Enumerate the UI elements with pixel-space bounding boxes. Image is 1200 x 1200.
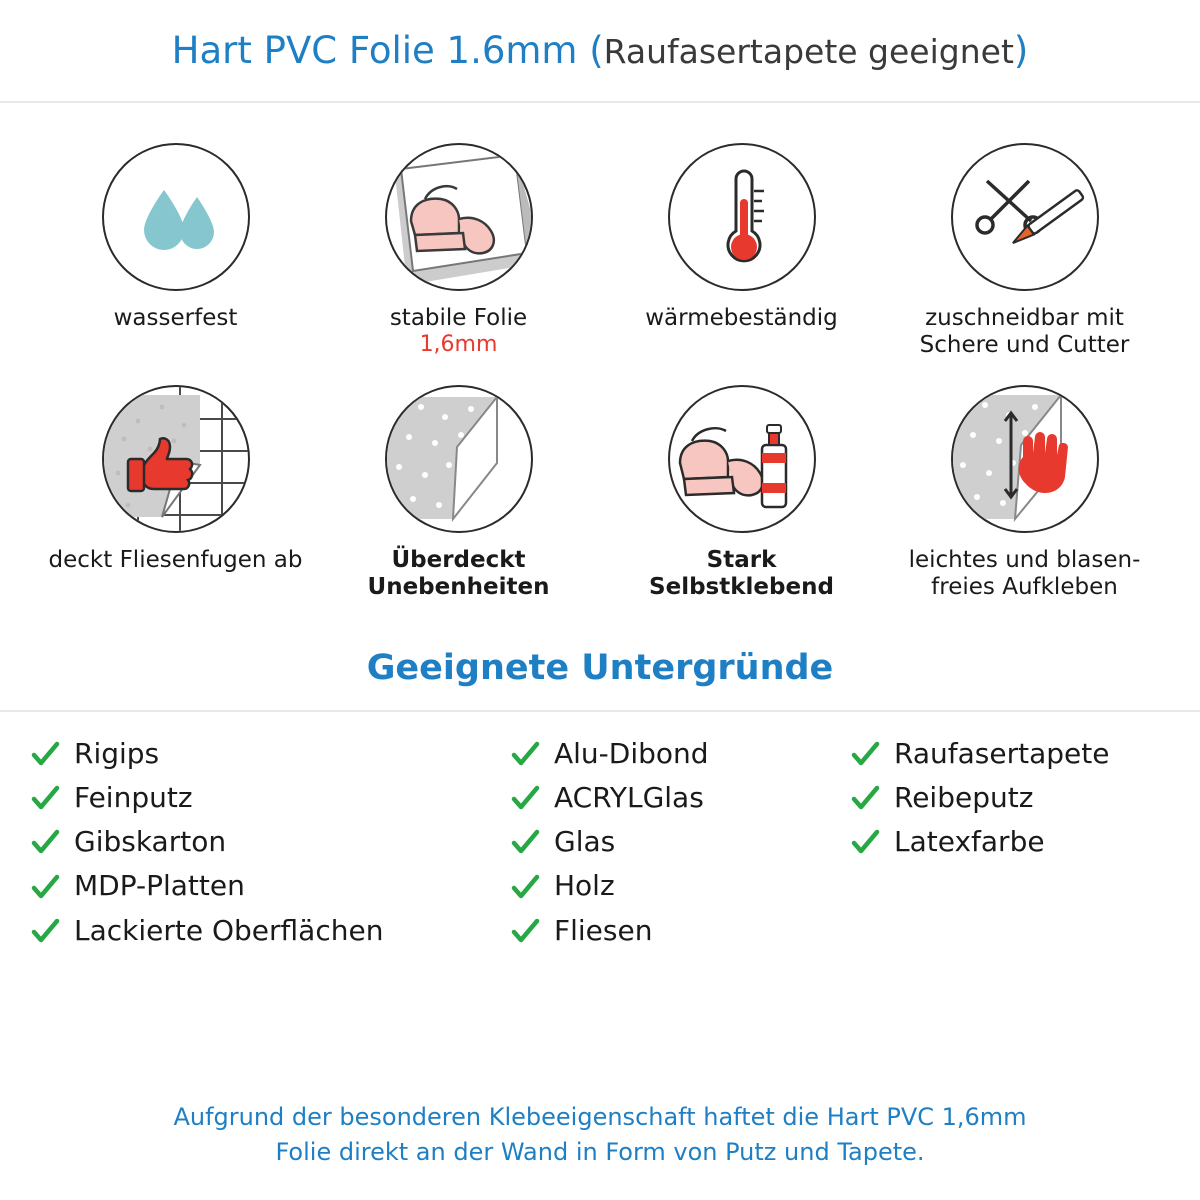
list-item-label: Raufasertapete (894, 736, 1110, 770)
list-item (510, 822, 850, 862)
feature-label: wasserfest (113, 305, 238, 331)
feature-sublabel: 1,6mm (419, 332, 498, 358)
check-icon (30, 872, 60, 902)
feature-label: stabile Folie (389, 305, 528, 331)
footer-line-1: Aufgrund der besonderen Klebeeigenschaft haftet die Hart PVC 1,6mm (173, 1103, 1027, 1132)
thermometer-icon (668, 143, 816, 291)
footer-line-2: Folie direkt an der Wand in Form von Putz und Tapete. (275, 1138, 925, 1167)
check-icon (510, 916, 540, 946)
check-icon (30, 783, 60, 813)
list-item (510, 911, 850, 951)
list-item (850, 822, 1170, 862)
hand-smoothing-foil-icon (951, 385, 1099, 533)
feature-label: zuschneidbar mit Schere und Cutter (919, 305, 1130, 359)
list-item (510, 778, 850, 818)
list-item-label: Lackierte Oberflächen (74, 913, 384, 947)
feature-item (317, 385, 600, 601)
scissors-and-cutter-icon (951, 143, 1099, 291)
substrate-list (0, 712, 1200, 952)
list-item-label: ACRYLGlas (554, 780, 704, 814)
list-item (850, 734, 1170, 774)
list-item (510, 734, 850, 774)
foil-peeling-corner-icon (385, 385, 533, 533)
water-drops-icon (102, 143, 250, 291)
thumbs-up-on-tiles-icon (102, 385, 250, 533)
page-title-sub: Raufasertapete geeignet (603, 32, 1014, 71)
substrate-column-3 (850, 734, 1170, 952)
check-icon (510, 783, 540, 813)
list-item-label: Latexfarbe (894, 825, 1045, 859)
feature-item (600, 143, 883, 359)
feature-item (600, 385, 883, 601)
header (0, 0, 1200, 103)
check-icon (850, 827, 880, 857)
feature-grid (0, 103, 1200, 602)
substrate-column-2 (510, 734, 850, 952)
list-item-label: MDP-Platten (74, 869, 245, 903)
list-item (30, 778, 510, 818)
feature-item (34, 385, 317, 601)
check-icon (850, 739, 880, 769)
list-item-label: Feinputz (74, 780, 193, 814)
feature-label: wärmebeständig (645, 305, 838, 331)
check-icon (510, 872, 540, 902)
feature-item (317, 143, 600, 359)
list-item (30, 734, 510, 774)
check-icon (850, 783, 880, 813)
list-item-label: Glas (554, 825, 616, 859)
page-title-paren-close: ) (1013, 29, 1029, 72)
list-item-label: Alu-Dibond (554, 736, 709, 770)
check-icon (510, 739, 540, 769)
footer-note (0, 1100, 1200, 1170)
section-header (0, 648, 1200, 712)
list-item-label: Reibeputz (894, 780, 1034, 814)
page-title (172, 29, 1029, 72)
list-item (510, 866, 850, 906)
feature-label: deckt Fliesenfugen ab (48, 547, 303, 574)
list-item-label: Fliesen (554, 913, 653, 947)
feature-label: leichtes und blasen- freies Aufkleben (908, 547, 1141, 601)
arm-with-glue-tube-icon (668, 385, 816, 533)
page-title-main: Hart PVC Folie 1.6mm (171, 29, 578, 72)
feature-item (34, 143, 317, 359)
check-icon (30, 916, 60, 946)
list-item (850, 778, 1170, 818)
page-title-paren-open: ( (589, 29, 604, 72)
feature-item (883, 385, 1166, 601)
check-icon (30, 739, 60, 769)
feature-item (883, 143, 1166, 359)
list-item-label: Holz (554, 869, 615, 903)
list-item-label: Gibskarton (74, 825, 227, 859)
flexing-arm-on-foil-icon (385, 143, 533, 291)
check-icon (30, 827, 60, 857)
list-item (30, 866, 510, 906)
check-icon (510, 827, 540, 857)
list-item (30, 911, 510, 951)
feature-label: Stark Selbstklebend (649, 547, 834, 601)
feature-label: Überdeckt Unebenheiten (367, 547, 550, 601)
section-title: Geeignete Untergründe (366, 647, 834, 688)
list-item (30, 822, 510, 862)
substrate-column-1 (30, 734, 510, 952)
list-item-label: Rigips (74, 736, 160, 770)
